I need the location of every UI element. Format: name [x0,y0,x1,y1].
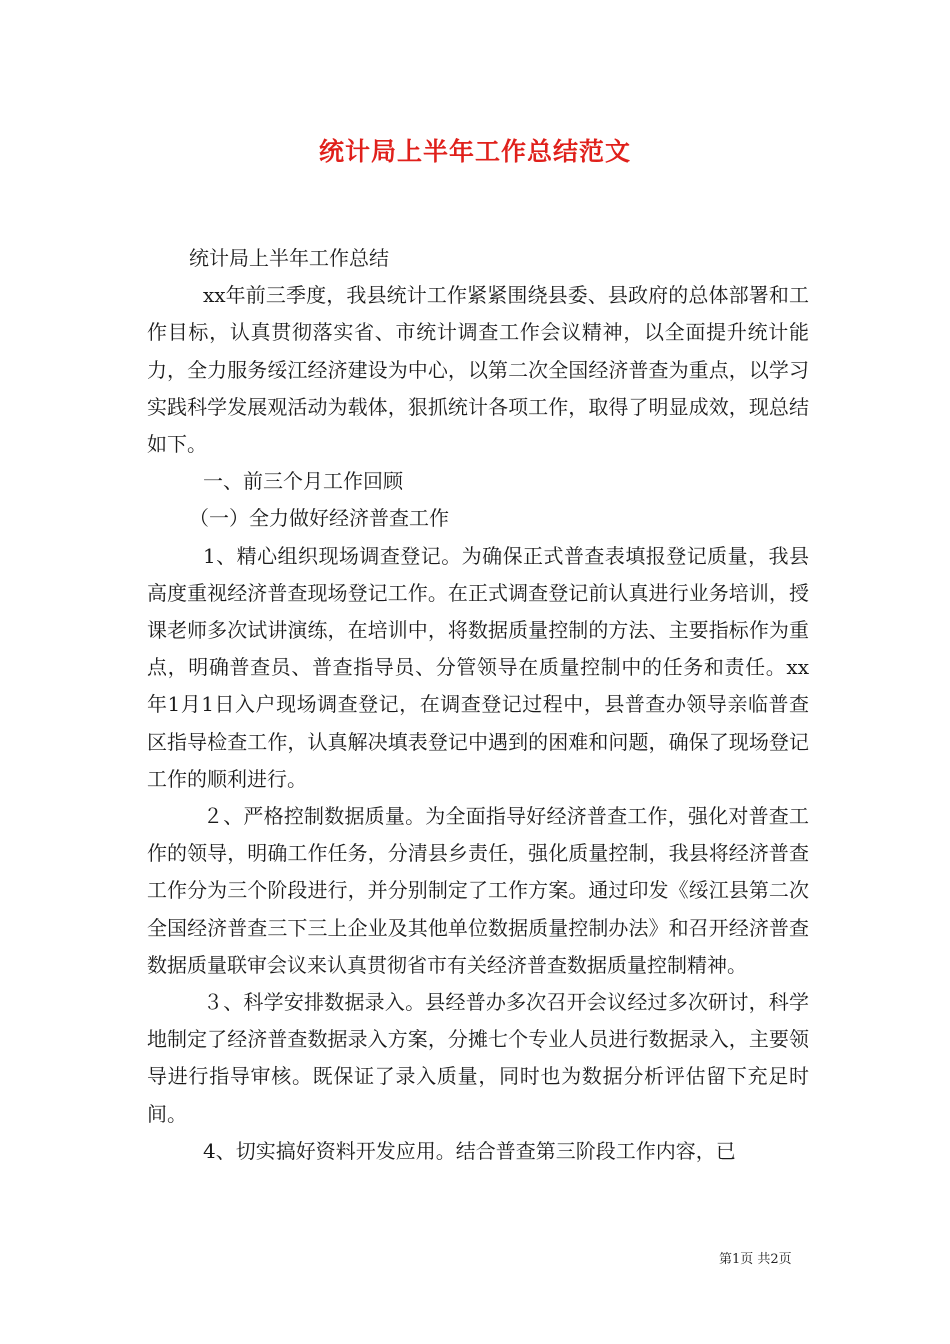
document-title: 统计局上半年工作总结范文 [318,137,631,166]
section-heading: 一、前三个月工作回顾 [203,469,403,494]
paragraph-item-1: 1、精心组织现场调查登记。为确保正式普查表填报登记质量，我县高度重视经济普查现场登记工作。在正式调查登记前认真进行业务培训，授课老师多次试讲演练，在培训中，将数据质量控制的方法、主要指标作为重点，明确普查员、普查指导员、分管领导在质量控制中的任务和责任。xx年1月1日入户现场调查登记，在调查登记过程中，县普查办领导亲临普查区指导检查工作，认真解决填表登记中遇到的困难和问题，确保了现场登记工作的顺利进行。 [147,543,809,791]
subsection-heading: （一）全力做好经济普查工作 [189,506,449,531]
paragraph-item-2: ２、严格控制数据质量。为全面指导好经济普查工作，强化对普查工作的领导，明确工作任务，分清县乡责任，强化质量控制，我县将经济普查工作分为三个阶段进行，并分别制定了工作方案。通过印发《绥江县第二次全国经济普查三下三上企业及其他单位数据质量控制办法》和召开经济普查数据质量联审会议来认真贯彻省市有关经济普查数据质量控制精神。 [147,804,809,977]
document-body [147,240,809,1170]
document-subtitle: 统计局上半年工作总结 [189,246,389,270]
paragraph-item-3: ３、科学安排数据录入。县经普办多次召开会议经过多次研讨，科学地制定了经济普查数据录入方案，分摊七个专业人员进行数据录入，主要领导进行指导审核。既保证了录入质量，同时也为数据分析评估留下充足时间。 [147,990,809,1126]
paragraph-intro: xx年前三季度，我县统计工作紧紧围绕县委、县政府的总体部署和工作目标，认真贯彻落实省、市统计调查工作会议精神，以全面提升统计能力，全力服务绥江经济建设为中心，以第二次全国经济普查为重点，以学习实践科学发展观活动为载体，狠抓统计各项工作，取得了明显成效，现总结如下。 [147,283,809,457]
paragraph-item-4: 4、切实搞好资料开发应用。结合普查第三阶段工作内容，已 [203,1138,736,1163]
page-footer: 第1页 共2页 [719,1252,792,1267]
